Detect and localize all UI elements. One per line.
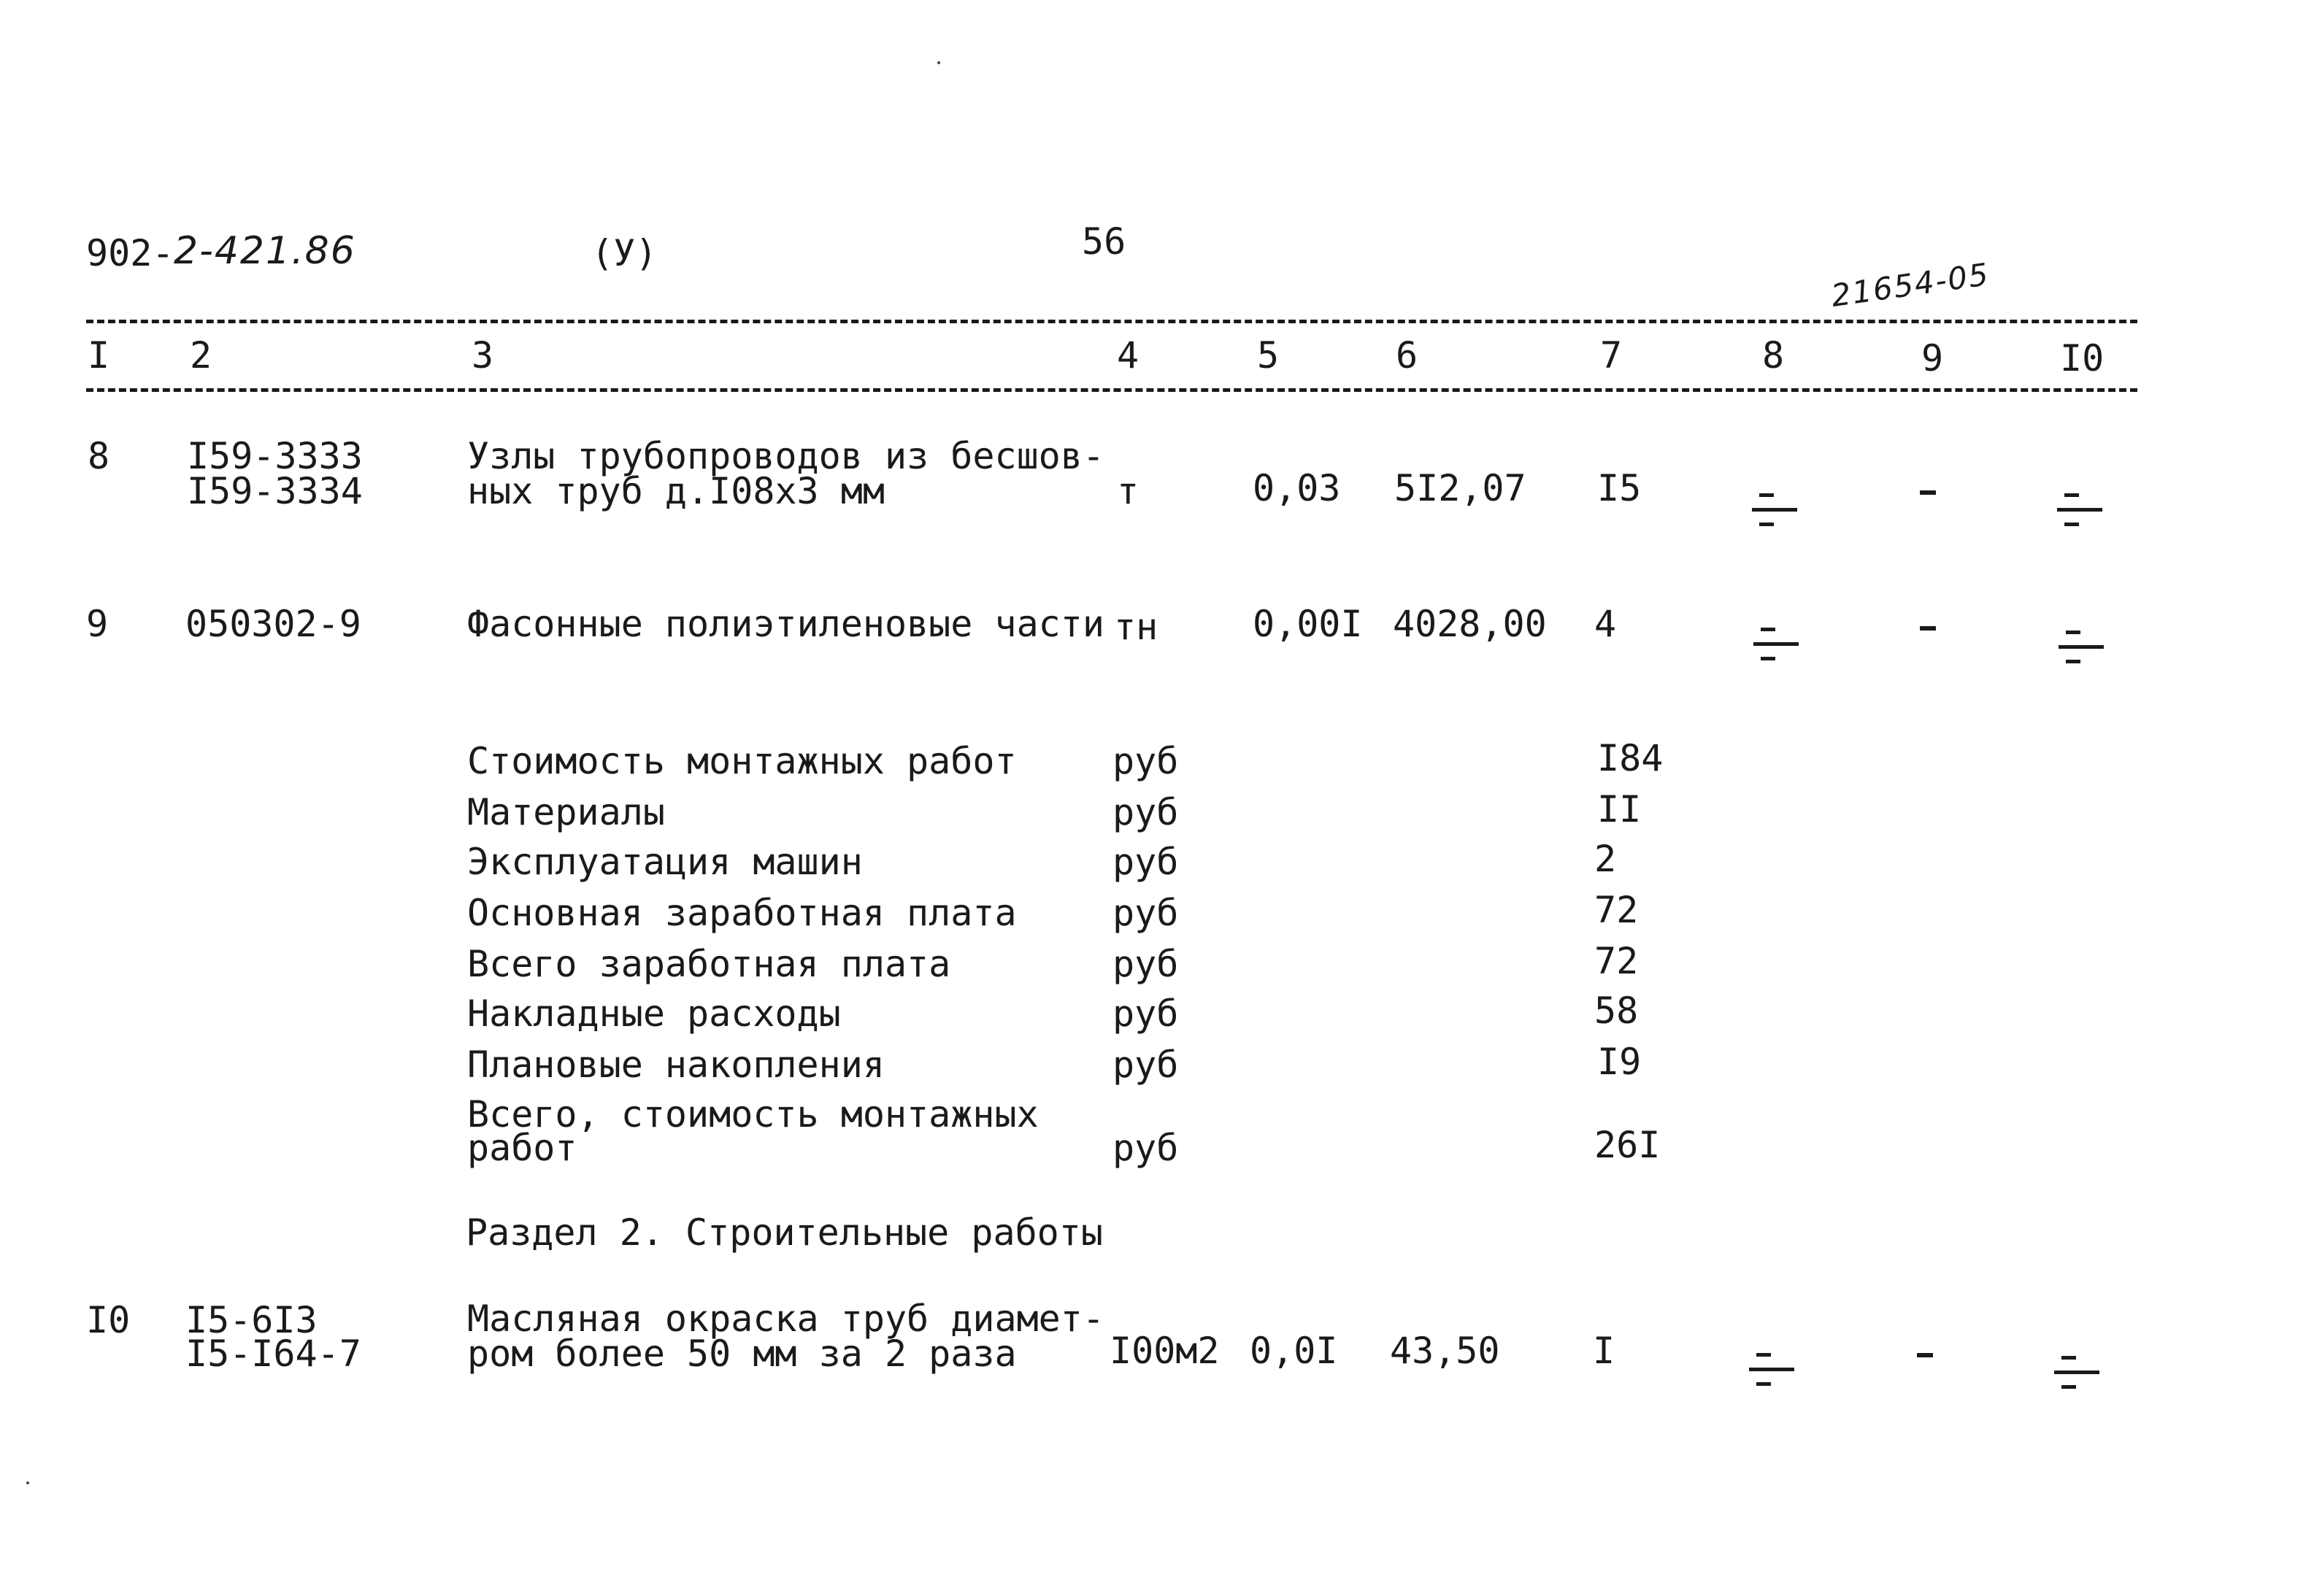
row-10-price: 43,50 [1390, 1330, 1500, 1372]
column-header-9: 9 [1921, 337, 1944, 379]
row-8-unit: т [1117, 470, 1139, 512]
summary-label-total-installation-1: Всего, стоимость монтажных [467, 1093, 1039, 1136]
summary-value-total-installation: 26I [1594, 1124, 1661, 1166]
row-10-col10-ditto [2054, 1350, 2098, 1394]
row-9-code: 050302-9 [185, 603, 361, 645]
summary-unit-machine-operation: руб [1112, 841, 1179, 883]
summary-label-base-wages: Основная заработная плата [467, 892, 1017, 934]
document-code-printed: 902- [86, 232, 174, 274]
column-header-10: I0 [2060, 337, 2105, 379]
summary-label-total-installation-2: работ [467, 1127, 577, 1169]
summary-unit-total-wages: руб [1112, 943, 1179, 985]
summary-label-overhead: Накладные расходы [467, 992, 841, 1035]
summary-unit-base-wages: руб [1112, 892, 1179, 934]
summary-unit-installation-cost: руб [1112, 740, 1179, 782]
row-8-number: 8 [88, 435, 110, 477]
handwritten-stamp: 21654-05 [1829, 256, 1992, 314]
summary-label-total-wages: Всего заработная плата [467, 943, 951, 985]
column-header-6: 6 [1396, 334, 1418, 377]
column-header-4: 4 [1117, 334, 1139, 377]
row-10-code-2: I5-I64-7 [185, 1333, 361, 1375]
scan-speck [26, 1481, 29, 1484]
summary-value-materials: II [1597, 788, 1642, 830]
row-10-cost: I [1593, 1330, 1615, 1372]
column-header-3: 3 [472, 334, 494, 377]
summary-label-planned-savings: Плановые накопления [467, 1044, 885, 1086]
summary-label-installation-cost: Стоимость монтажных работ [467, 740, 1017, 782]
row-10-quantity: 0,0I [1250, 1330, 1338, 1372]
header-rule-bottom [86, 388, 2137, 392]
summary-label-machine-operation: Эксплуатация машин [467, 841, 863, 883]
summary-value-overhead: 58 [1594, 990, 1639, 1032]
row-9-col8-ditto [1753, 622, 1797, 666]
row-10-number: I0 [86, 1299, 131, 1341]
row-9-cost: 4 [1594, 603, 1617, 645]
column-header-2: 2 [190, 334, 212, 377]
row-10-code-1: I5-6I3 [185, 1299, 318, 1341]
row-8-name-1: Узлы трубопроводов из бесшов- [467, 435, 1104, 477]
section-title: Раздел 2. Строительные работы [466, 1211, 1103, 1254]
column-header-5: 5 [1257, 334, 1280, 377]
row-10-col8-ditto [1749, 1347, 1793, 1391]
row-8-name-2: ных труб д.I08x3 мм [467, 470, 885, 512]
summary-value-planned-savings: I9 [1597, 1041, 1642, 1083]
column-header-8: 8 [1762, 334, 1785, 377]
row-10-unit: I00м2 [1110, 1330, 1220, 1372]
summary-value-base-wages: 72 [1594, 889, 1639, 931]
row-8-col8-ditto [1752, 487, 1796, 531]
row-8-cost: I5 [1597, 467, 1642, 509]
row-8-quantity: 0,03 [1253, 467, 1341, 509]
summary-unit-total-installation: руб [1112, 1127, 1179, 1169]
document-code-handwritten: 2-421.86 [174, 229, 356, 273]
summary-value-installation-cost: I84 [1597, 737, 1664, 779]
document-mark: (У) [591, 232, 658, 274]
row-9-number: 9 [86, 603, 109, 645]
row-8-col9-dash [1920, 490, 1936, 495]
column-header-1: I [88, 334, 110, 377]
page-number: 56 [1082, 220, 1126, 263]
row-10-name-2: ром более 50 мм за 2 раза [467, 1333, 1017, 1375]
summary-label-materials: Материалы [467, 791, 665, 833]
row-8-price: 5I2,07 [1394, 467, 1526, 509]
header-rule-top [86, 320, 2137, 323]
summary-unit-overhead: руб [1112, 992, 1179, 1035]
summary-unit-planned-savings: руб [1112, 1044, 1179, 1086]
row-8-code-1: I59-3333 [187, 435, 363, 477]
summary-unit-materials: руб [1112, 791, 1179, 833]
row-9-name: Фасонные полиэтиленовые части [467, 603, 1104, 645]
row-8-col10-ditto [2057, 487, 2101, 531]
column-header-7: 7 [1600, 334, 1623, 377]
scan-speck [937, 61, 940, 64]
row-10-col9-dash [1917, 1353, 1933, 1357]
summary-value-machine-operation: 2 [1594, 838, 1617, 880]
row-8-code-2: I59-3334 [187, 470, 363, 512]
row-9-quantity: 0,00I [1253, 603, 1363, 645]
row-9-unit: тн [1114, 606, 1158, 648]
summary-value-total-wages: 72 [1594, 940, 1639, 982]
row-9-col9-dash [1920, 626, 1936, 631]
row-10-name-1: Масляная окраска труб диамет- [467, 1298, 1104, 1340]
row-9-price: 4028,00 [1393, 603, 1547, 645]
row-9-col10-ditto [2059, 625, 2102, 668]
